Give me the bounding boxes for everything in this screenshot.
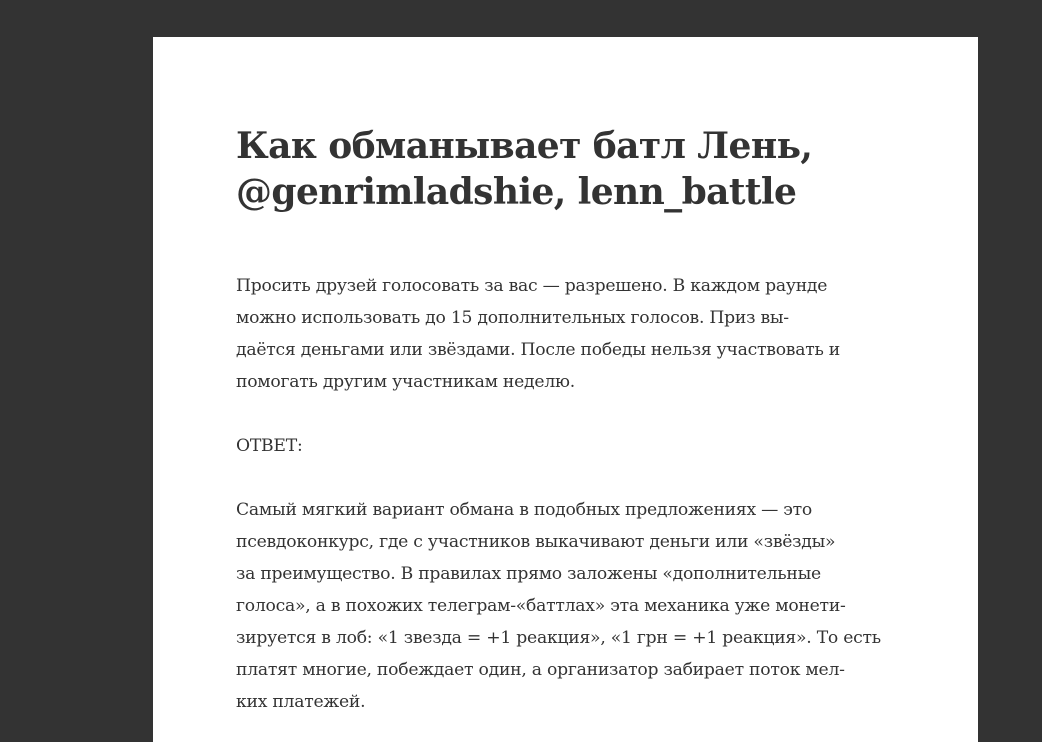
text-line: Самый мягкий вариант обмана в подобных предложениях — это <box>236 500 812 520</box>
text-line: зируется в лоб: «1 звезда = +1 реакция», «1 грн = +1 реакция». То есть <box>236 628 881 648</box>
text-line: голоса», а в похожих телеграм-«баттлах» эта механика уже монети- <box>236 596 846 616</box>
text-line: псевдоконкурс, где с участников выкачивают деньги или «звёзды» <box>236 532 836 552</box>
article-title <box>236 123 901 215</box>
text-line: Просить друзей голосовать за вас — разрешено. В каждом раунде <box>236 276 828 296</box>
text-line: ОТВЕТ: <box>236 436 303 456</box>
answer-paragraph <box>236 494 901 718</box>
text-line: даётся деньгами или звёздами. После победы нельзя участвовать и <box>236 340 841 360</box>
text-line: помогать другим участникам неделю. <box>236 372 575 392</box>
answer-label <box>236 430 901 462</box>
title-line: @genrimladshie, lenn_battle <box>236 171 797 213</box>
article <box>236 123 901 718</box>
text-line: можно использовать до 15 дополнительных голосов. Приз вы- <box>236 308 789 328</box>
title-line: Как обманывает батл Лень, <box>236 125 813 167</box>
document-page <box>153 37 978 742</box>
text-line: ких платежей. <box>236 692 366 712</box>
text-line: за преимущество. В правилах прямо заложены «дополнительные <box>236 564 821 584</box>
text-line: платят многие, побеждает один, а организатор забирает поток мел- <box>236 660 845 680</box>
intro-paragraph <box>236 270 901 398</box>
